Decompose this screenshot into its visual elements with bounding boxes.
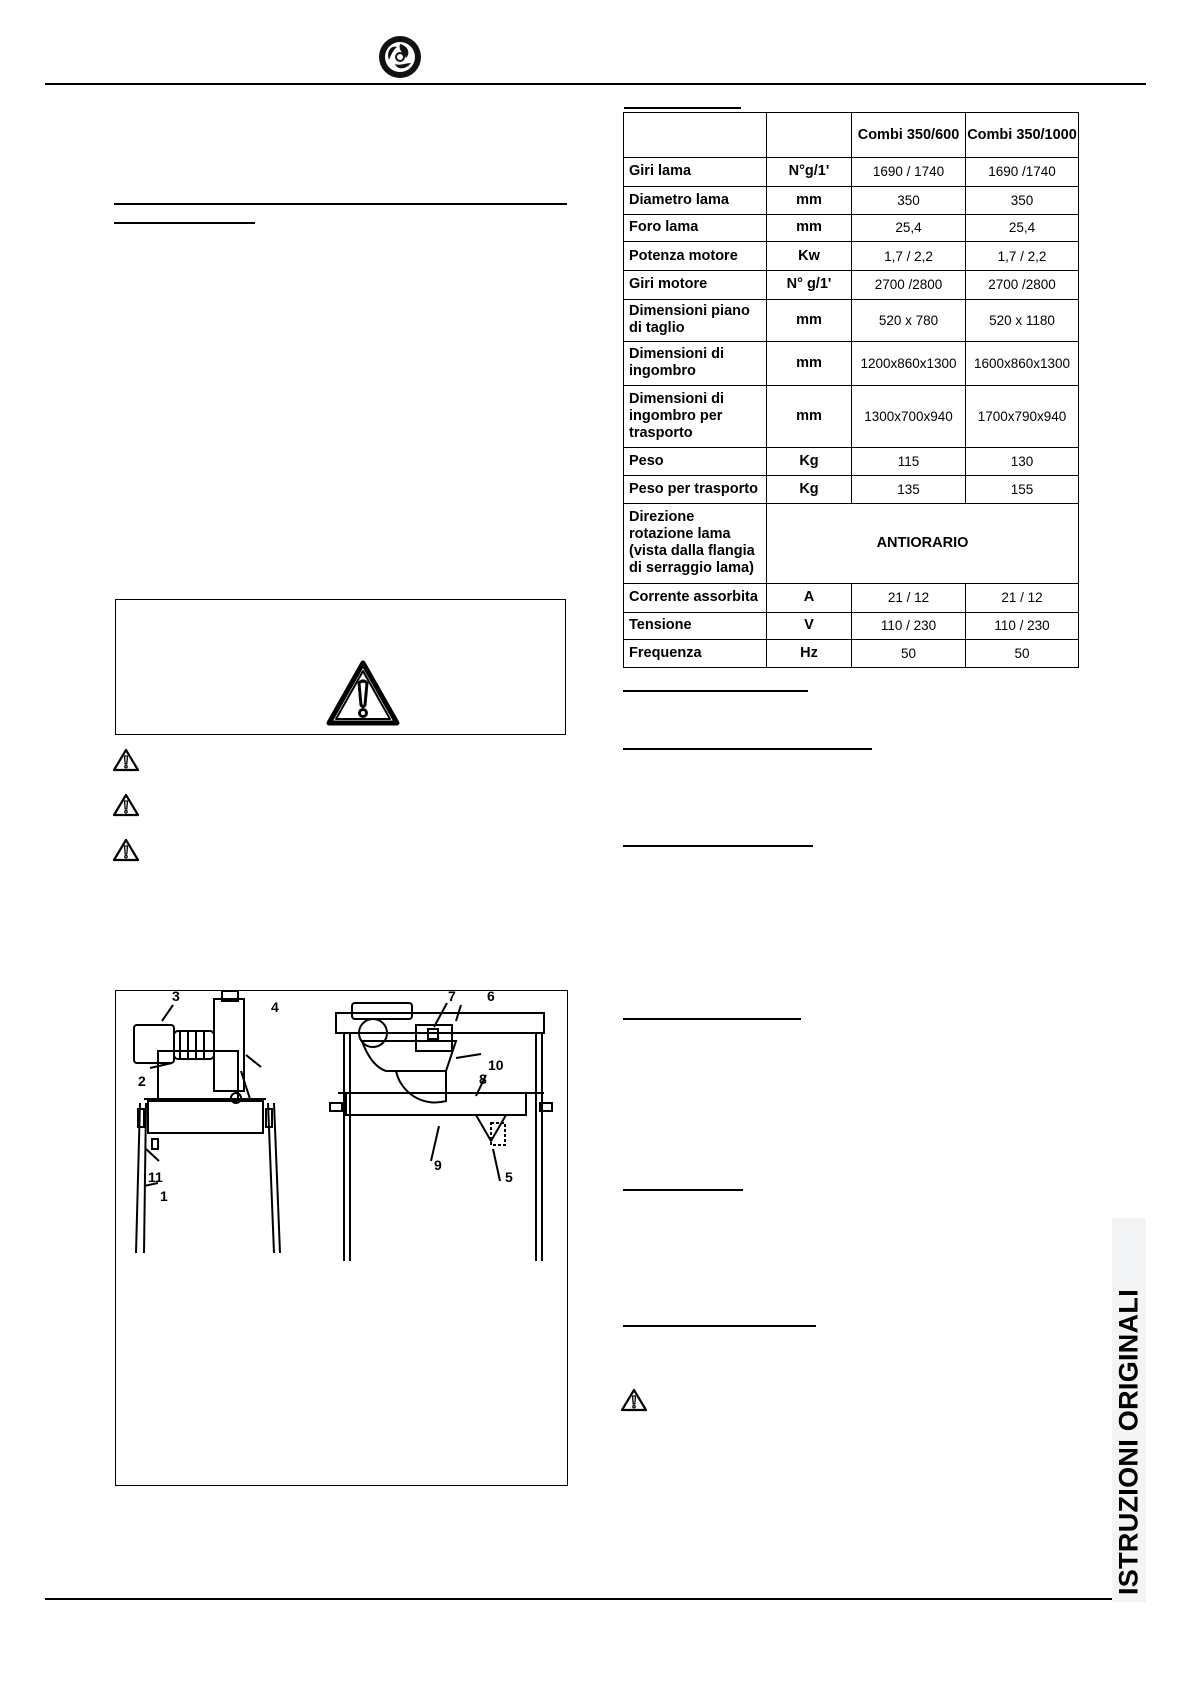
row-value: 1700x790x940 [966,385,1079,448]
table-row [624,640,1079,668]
section-rule-left [114,203,567,205]
row-label: Giri lama [624,158,767,187]
table-caption-rule [624,107,741,109]
row-label: Frequenza [624,640,767,668]
table-row [624,341,1079,385]
callout-7: 7 [448,988,456,1004]
row-value: 130 [966,448,1079,476]
machine-drawing [116,991,566,1261]
table-row [624,476,1079,504]
footer-rule [45,1598,1146,1600]
section-underline [623,1325,816,1327]
row-value: 1690 /1740 [966,158,1079,187]
row-unit: N°g/1' [767,158,852,187]
row-value: 110 / 230 [852,612,966,640]
row-unit: mm [767,186,852,214]
row-value: 1,7 / 2,2 [966,242,1079,271]
row-label: Dimensioni di ingombro per trasporto [624,385,767,448]
row-unit: N° g/1' [767,270,852,299]
row-value: 135 [852,476,966,504]
brand-logo [378,35,422,79]
section-underline [623,690,808,692]
row-value: 25,4 [966,214,1079,242]
row-unit: mm [767,299,852,341]
row-value: 50 [966,640,1079,668]
row-value: 1600x860x1300 [966,341,1079,385]
callout-8: 8 [479,1071,487,1087]
row-value: 50 [852,640,966,668]
row-label: Tensione [624,612,767,640]
table-row [624,583,1079,612]
table-row [624,448,1079,476]
section-underline-left [114,222,255,224]
row-label: Direzione rotazione lama (vista dalla flangia di serraggio lama) [624,503,767,583]
row-label: Dimensioni di ingombro [624,341,767,385]
row-value: 520 x 1180 [966,299,1079,341]
row-value: 1200x860x1300 [852,341,966,385]
warning-triangle-icon [325,659,401,727]
section-underline [623,845,813,847]
callout-9: 9 [434,1157,442,1173]
row-unit: mm [767,214,852,242]
table-row [624,503,1079,583]
callout-4: 4 [271,999,279,1015]
table-row [624,242,1079,271]
callout-3: 3 [172,988,180,1004]
warning-icon [112,838,140,862]
callout-11: 11 [148,1169,163,1185]
row-unit: mm [767,341,852,385]
side-tab-title: ISTRUZIONI ORIGINALI [1113,1289,1144,1595]
warning-icon [620,1388,648,1412]
header-rule [45,83,1146,85]
warning-icon [112,748,140,772]
row-unit: mm [767,385,852,448]
table-row [624,385,1079,448]
row-unit: Kg [767,476,852,504]
row-label: Foro lama [624,214,767,242]
section-underline [623,1018,801,1020]
row-value: 110 / 230 [966,612,1079,640]
row-value: 25,4 [852,214,966,242]
section-underline [623,1189,743,1191]
row-label: Giri motore [624,270,767,299]
row-value: 1690 / 1740 [852,158,966,187]
row-label: Potenza motore [624,242,767,271]
row-label: Peso [624,448,767,476]
row-value: 2700 /2800 [966,270,1079,299]
table-header-cell [624,113,767,158]
spec-table [623,112,1079,668]
row-unit: Kw [767,242,852,271]
table-row [624,299,1079,341]
table-header-cell: Combi 350/600 [852,113,966,158]
table-row [624,214,1079,242]
row-label: Diametro lama [624,186,767,214]
row-value: 115 [852,448,966,476]
machine-figure [115,990,568,1486]
row-value: 155 [966,476,1079,504]
callout-10: 10 [488,1057,504,1073]
row-unit: Kg [767,448,852,476]
table-row [624,158,1079,187]
table-row [624,270,1079,299]
callout-6: 6 [487,988,495,1004]
row-value: 21 / 12 [966,583,1079,612]
row-unit: V [767,612,852,640]
row-unit: A [767,583,852,612]
row-label: Peso per trasporto [624,476,767,504]
table-header-row [624,113,1079,158]
callout-1: 1 [160,1188,168,1204]
warning-icon [112,793,140,817]
table-header-cell [767,113,852,158]
table-row [624,186,1079,214]
callout-5: 5 [505,1169,513,1185]
row-label: Corrente assorbita [624,583,767,612]
table-row [624,612,1079,640]
row-value: 350 [852,186,966,214]
section-underline [623,748,872,750]
row-value: 1300x700x940 [852,385,966,448]
callout-2: 2 [138,1073,146,1089]
row-value: 2700 /2800 [852,270,966,299]
row-value: 350 [966,186,1079,214]
row-unit: Hz [767,640,852,668]
row-value: 21 / 12 [852,583,966,612]
row-value: 1,7 / 2,2 [852,242,966,271]
rotation-value: ANTIORARIO [767,503,1079,583]
row-value: 520 x 780 [852,299,966,341]
row-label: Dimensioni piano di taglio [624,299,767,341]
table-header-cell: Combi 350/1000 [966,113,1079,158]
warning-box [115,599,566,735]
